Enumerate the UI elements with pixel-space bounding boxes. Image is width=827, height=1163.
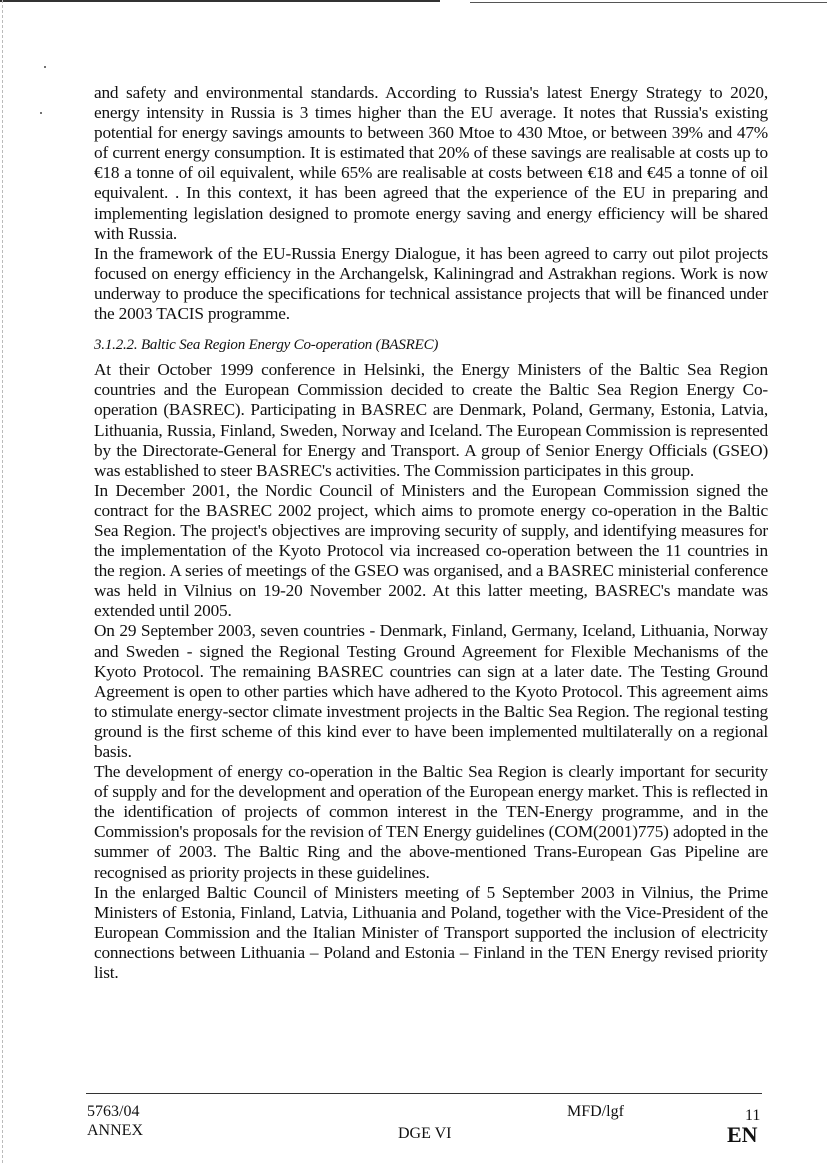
language-code: EN — [727, 1122, 758, 1147]
section-paragraph: In December 2001, the Nordic Council of Ministers and the European Commission signed the contract for the BASREC 2002 project, which aims to promote energy co-operation in the Baltic Sea Region. The project's objectives are improving security of supply, and identifying measures for the implementation of the Kyoto Protocol via increased co-operation between the 11 countries in the region. A series of meetings of the GSEO was organised, and a BASREC ministerial conference was held in Vilnius on 19-20 November 2002. At this latter meeting, BASREC's mandate was extended until 2005. — [94, 480, 768, 621]
section-paragraph: The development of energy co-operation in the Baltic Sea Region is clearly important for security of supply and for the development and operation of the European energy market. This is reflected in the identification of projects of common interest in the TEN-Energy programme, and in the Commission's proposals for the revision of TEN Energy guidelines (COM(2001)775) adopted in the summer of 2003. The Baltic Ring and the above-mentioned Trans-European Gas Pipeline are recognised as priority projects in these guidelines. — [94, 762, 768, 882]
directorate-code: DGE VI — [398, 1125, 452, 1142]
section-heading: 3.1.2.2. Baltic Sea Region Energy Co-operation (BASREC) — [94, 337, 439, 354]
scan-speck — [44, 66, 46, 68]
document-body — [94, 83, 768, 983]
section-paragraph: At their October 1999 conference in Helsinki, the Energy Ministers of the Baltic Sea Region countries and the European Commission decided to create the Baltic Sea Region Energy Co-operation (BASREC). Participating in BASREC are Denmark, Poland, Germany, Estonia, Latvia, Lithuania, Russia, Finland, Sweden, Norway and Iceland. The European Commission is represented by the Directorate-General for Energy and Transport. A group of Senior Energy Officials (GSEO) was established to steer BASREC's activities. The Commission participates in this group. — [94, 360, 768, 480]
scan-speck — [40, 112, 42, 114]
document-number: 5763/04 — [87, 1103, 140, 1120]
section-paragraph: In the enlarged Baltic Council of Ministers meeting of 5 September 2003 in Vilnius, the Prime Ministers of Estonia, Finland, Latvia, Lithuania and Poland, together with the Vice-President of the European Commission and the Italian Minister of Transport supported the inclusion of electricity connections between Lithuania – Poland and Estonia – Finland in the TEN Energy revised priority list. — [94, 882, 768, 983]
body-paragraph: and safety and environmental standards. According to Russia's latest Energy Strategy to 2020, energy intensity in Russia is 3 times higher than the EU average. It notes that Russia's existing potential for energy savings amounts to between 360 Mtoe to 430 Mtoe, or between 39% and 47% of current energy consumption. It is estimated that 20% of these savings are realisable at costs up to €18 a tonne of oil equivalent, while 65% are realisable at costs between €18 and €45 a tonne of oil equivalent. . In this context, it has been agreed that the experience of the EU in preparing and implementing legislation designed to promote energy saving and energy efficiency will be shared with Russia. — [94, 83, 768, 243]
body-paragraph: In the framework of the EU-Russia Energy Dialogue, it has been agreed to carry out pilot projects focused on energy efficiency in the Archangelsk, Kaliningrad and Astrakhan regions. Work is now underway to produce the specifications for technical assistance projects that will be financed under the 2003 TACIS programme. — [94, 243, 768, 324]
section-paragraph: On 29 September 2003, seven countries - Denmark, Finland, Germany, Iceland, Lithuania, Norway and Sweden - signed the Regional Testing Ground Agreement for Flexible Mechanisms of the Kyoto Protocol. The remaining BASREC countries can sign at a later date. The Testing Ground Agreement is open to other parties which have adhered to the Kyoto Protocol. This agreement aims to stimulate energy-sector climate investment projects in the Baltic Sea Region. The regional testing ground is the first scheme of this kind ever to have been implemented multilaterally on a regional basis. — [94, 621, 768, 761]
header-rule — [0, 0, 440, 2]
scan-edge — [2, 0, 3, 1163]
header-rule-right — [470, 2, 827, 3]
footer-rule — [86, 1093, 762, 1094]
page-number: 11 — [745, 1107, 761, 1124]
author-initials: MFD/lgf — [567, 1103, 624, 1120]
annex-label: ANNEX — [87, 1122, 143, 1139]
